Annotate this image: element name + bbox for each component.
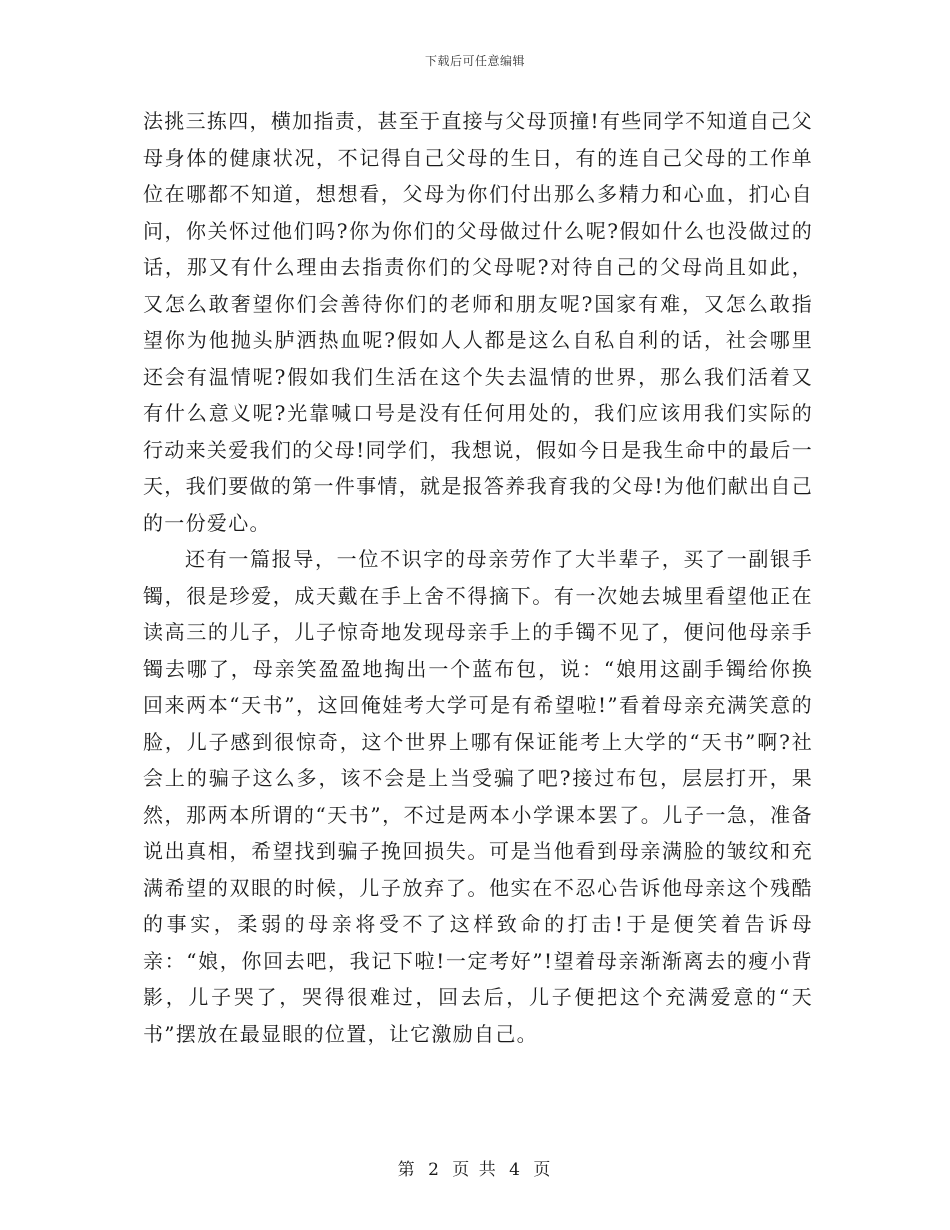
footer-prefix: 第 (397, 1160, 417, 1180)
footer-suffix: 页 (533, 1160, 553, 1180)
document-body (143, 103, 813, 1052)
total-pages-number: 4 (509, 1160, 522, 1180)
header-note: 下载后可任意编辑 (424, 54, 525, 68)
footer-middle: 页 共 (452, 1160, 498, 1180)
page-footer (0, 1155, 950, 1180)
paragraph-story: 还有一篇报导，一位不识字的母亲劳作了大半辈子，买了一副银手镯，很是珍爱，成天戴在手上舍不得摘下。有一次她去城里看望他正在读高三的儿子，儿子惊奇地发现母亲手上的手镯不见了，便问他母亲手镯去哪了，母亲笑盈盈地掏出一个蓝布包，说：“娘用这副手镯给你换回来两本“天书”，这回俺娃考大学可是有希望啦!”看着母亲充满笑意的脸，儿子感到很惊奇，这个世界上哪有保证能考上大学的“天书”啊?社会上的骗子这么多，该不会是上当受骗了吧?接过布包，层层打开，果然，那两本所谓的“天书”，不过是两本小学课本罢了。儿子一急，准备说出真相，希望找到骗子挽回损失。可是当他看到母亲满脸的皱纹和充满希望的双眼的时候，儿子放弃了。他实在不忍心告诉他母亲这个残酷的事实，柔弱的母亲将受不了这样致命的打击!于是便笑着告诉母亲：“娘，你回去吧，我记下啦!一定考好”!望着母亲渐渐离去的瘦小背影，儿子哭了，哭得很难过，回去后，儿子便把这个充满爱意的“天书”摆放在最显眼的位置，让它激励自己。 (143, 547, 813, 1046)
paragraph-continuation: 法挑三拣四，横加指责，甚至于直接与父母顶撞!有些同学不知道自己父母身体的健康状况，不记得自己父母的生日，有的连自己父母的工作单位在哪都不知道，想想看，父母为你们付出那么多精力和心血，扪心自问，你关怀过他们吗?你为你们的父母做过什么呢?假如什么也没做过的话，那又有什么理由去指责你们的父母呢?对待自己的父母尚且如此，又怎么敢奢望你们会善待你们的老师和朋友呢?国家有难，又怎么敢指望你为他抛头胪洒热血呢?假如人人都是这么自私自利的话，社会哪里还会有温情呢?假如我们生活在这个失去温情的世界，那么我们活着又有什么意义呢?光靠喊口号是没有任何用处的，我们应该用我们实际的行动来关爱我们的父母!同学们，我想说，假如今日是我生命中的最后一天，我们要做的第一件事情，就是报答养我育我的父母!为他们献出自己的一份爱心。 (143, 109, 813, 535)
current-page-number: 2 (428, 1160, 441, 1180)
